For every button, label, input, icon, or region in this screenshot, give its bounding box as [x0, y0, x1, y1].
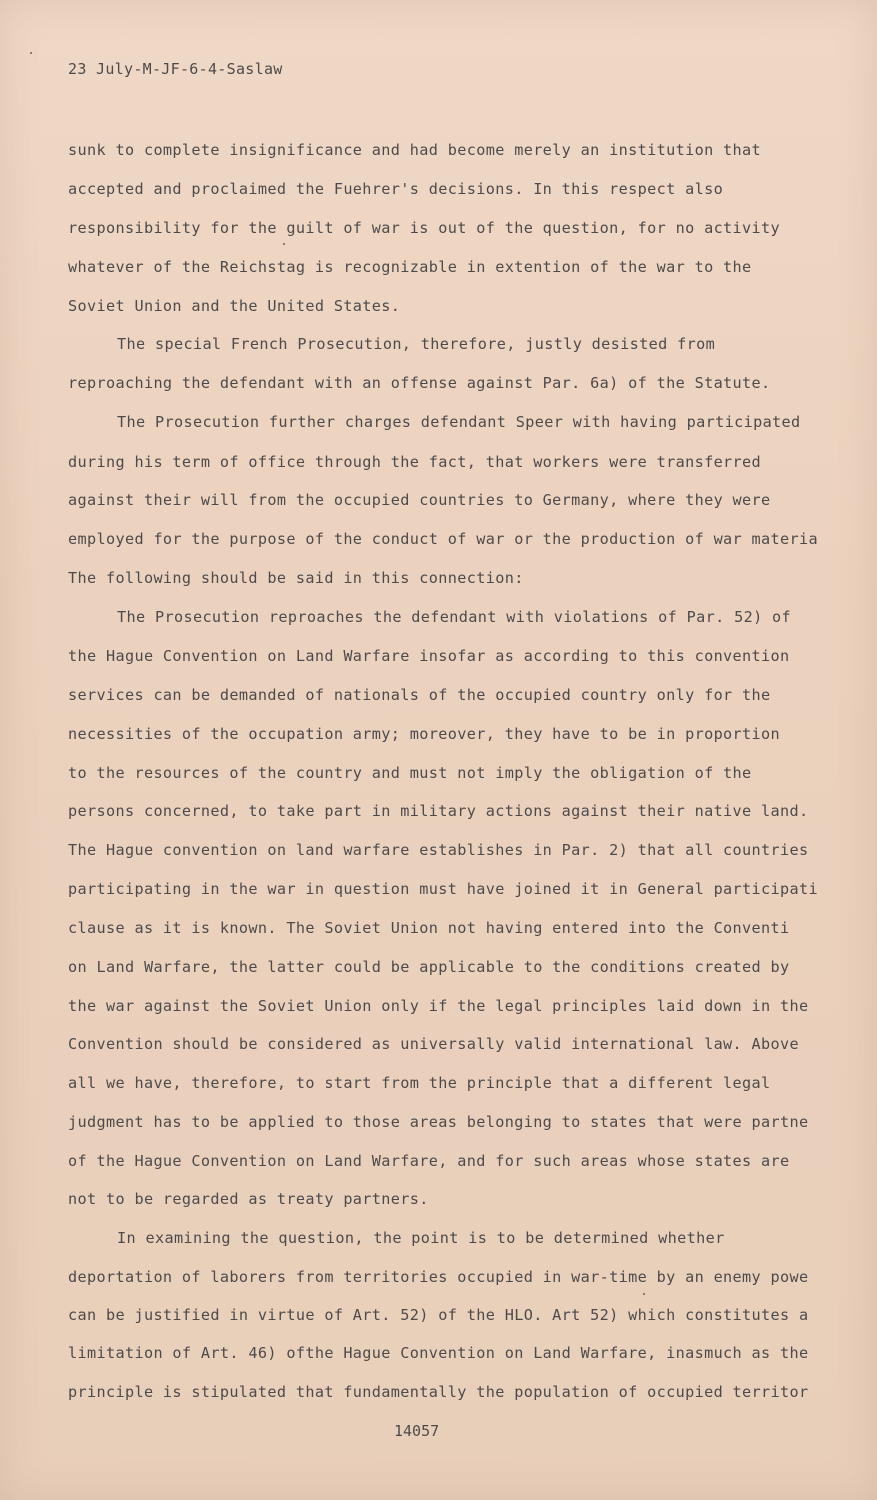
text-line: during his term of office through the fact, that workers were transferred [68, 453, 762, 471]
page-number: 14057 [394, 1422, 440, 1440]
text-line: accepted and proclaimed the Fuehrer's decisions. In this respect also [68, 180, 724, 198]
text-line: all we have, therefore, to start from the principle that a different legal [68, 1074, 771, 1092]
text-line: sunk to complete insignificance and had become merely an institution that [68, 141, 762, 159]
text-line: persons concerned, to take part in military actions against their native land. [68, 802, 809, 820]
text-line: clause as it is known. The Soviet Union not having entered into the Conventi [68, 919, 790, 937]
text-line: not to be regarded as treaty partners. [68, 1190, 429, 1208]
text-line: whatever of the Reichstag is recognizable in extention of the war to the [68, 258, 752, 276]
text-line: Soviet Union and the United States. [68, 297, 401, 315]
text-line: against their will from the occupied countries to Germany, where they were [68, 491, 771, 509]
paper-speck [643, 1293, 645, 1295]
text-line: can be justified in virtue of Art. 52) of the HLO. Art 52) which constitutes a [68, 1306, 809, 1324]
text-line: The special French Prosecution, therefore, justly desisted from [117, 335, 716, 353]
document-reference-header: 23 July-M-JF-6-4-Saslaw [68, 60, 283, 78]
text-line: principle is stipulated that fundamentally the population of occupied territor [68, 1383, 809, 1401]
text-line: The following should be said in this connection: [68, 569, 524, 587]
text-line: on Land Warfare, the latter could be applicable to the conditions created by [68, 958, 790, 976]
paper-speck [283, 243, 285, 245]
text-line: the Hague Convention on Land Warfare insofar as according to this convention [68, 647, 790, 665]
text-line: limitation of Art. 46) ofthe Hague Convention on Land Warfare, inasmuch as the [68, 1344, 809, 1362]
text-line: Convention should be considered as universally valid international law. Above [68, 1035, 800, 1053]
text-line: to the resources of the country and must not imply the obligation of the [68, 764, 752, 782]
text-line: reproaching the defendant with an offense against Par. 6a) of the Statute. [68, 374, 771, 392]
text-line: participating in the war in question must have joined it in General participati [68, 880, 818, 898]
text-line: judgment has to be applied to those areas belonging to states that were partne [68, 1113, 809, 1131]
text-line: The Prosecution further charges defendant Speer with having participated [117, 413, 801, 431]
text-line: employed for the purpose of the conduct of war or the production of war materia [68, 530, 818, 548]
text-line: The Hague convention on land warfare establishes in Par. 2) that all countries [68, 841, 809, 859]
text-line: In examining the question, the point is to be determined whether [117, 1229, 725, 1247]
text-line: the war against the Soviet Union only if the legal principles laid down in the [68, 997, 809, 1015]
text-line: deportation of laborers from territories occupied in war-time by an enemy powe [68, 1268, 809, 1286]
text-line: of the Hague Convention on Land Warfare, and for such areas whose states are [68, 1152, 790, 1170]
text-line: The Prosecution reproaches the defendant with violations of Par. 52) of [117, 608, 792, 626]
paper-speck [30, 52, 32, 54]
text-line: services can be demanded of nationals of the occupied country only for the [68, 686, 771, 704]
text-line: responsibility for the guilt of war is out of the question, for no activity [68, 219, 781, 237]
text-line: necessities of the occupation army; moreover, they have to be in proportion [68, 725, 781, 743]
